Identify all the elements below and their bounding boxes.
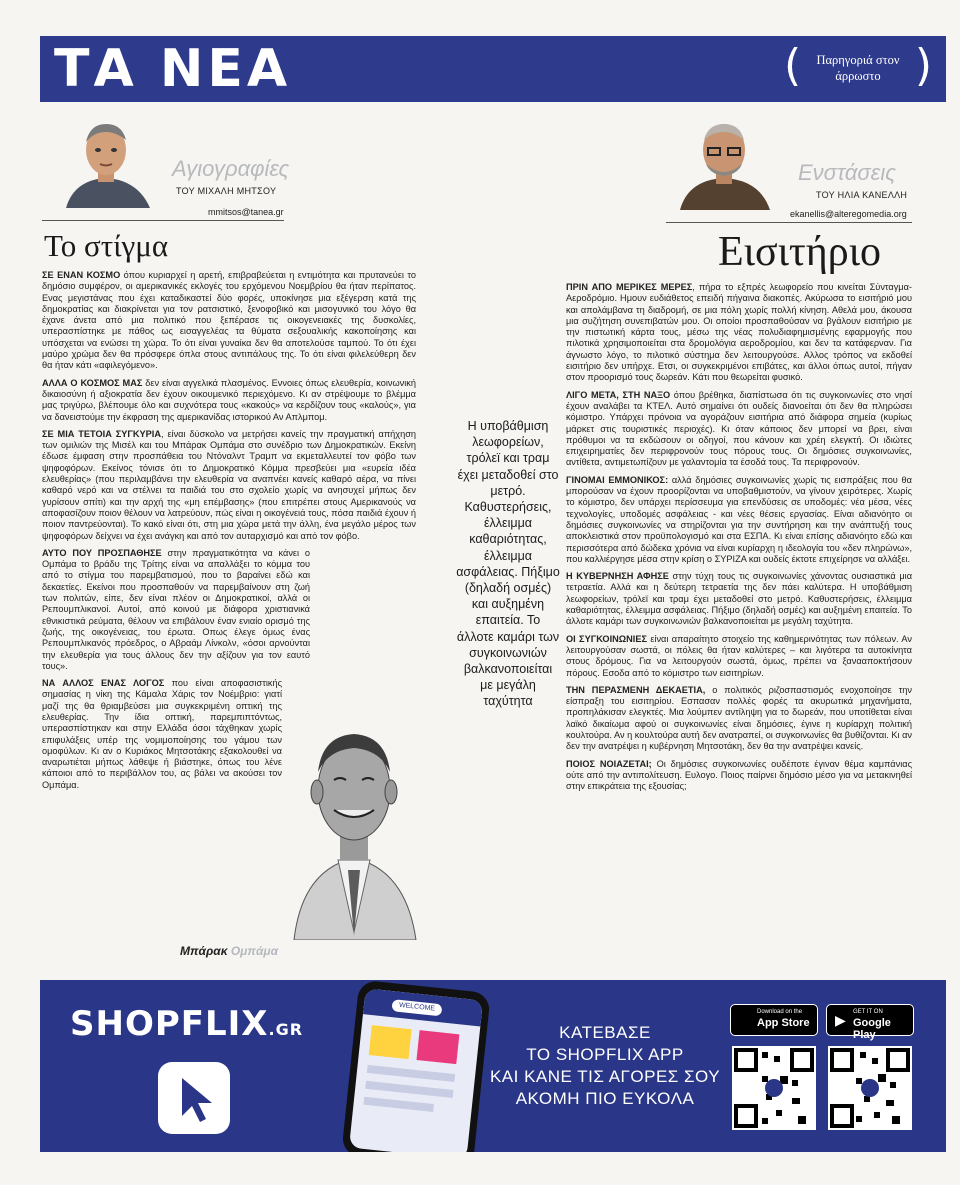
tagline: Παρηγοριά στον άρρωστο: [816, 53, 900, 83]
paragraph-left-1: [42, 270, 416, 372]
image-caption: [180, 944, 278, 958]
ad-message: [470, 1022, 740, 1110]
paragraph-text: που είναι αποφασιστικής σημασίας η νίκη της Κάμαλα Χάρις τον Νοέμβριο: γιατί μαζί της θα θριαμβεύσει μια συγκεκριμένη οπτική της ελευθερίας. Την ίδια οπτική, παρεμπιπτόντως, υπερασπίστηκαν και στην Ελλάδα όσοι τάχθηκαν χωρίς επιφυλάξεις υπέρ της νομιμοποίησης του γάμου των ομοφύλων. Κι αν ο Κυριάκος Μητσοτάκης εξακολουθεί να αναρωτιέται μήπως λάθεψε ή βιάστηκε, όπως του λένε κάποιοι από το περιβάλλον του, ας βάλει να ακούσει τον Ομπάμα.: [42, 678, 282, 790]
paragraph-text: όπου βρέθηκα, διαπίστωσα ότι τις συγκοινωνίες στο νησί έχουν αναλάβει τα ΚΤΕΛ. Αυτό σημαίνει ότι ουδείς διανοείται ότι δεν θα πληρώσει κόμιστρο. Υπάρχει πρόνοια να αγοράζουν εισιτήρια από διάφορα σημεία (κυρίως μάρκετ στις τουριστικές περιοχές). Κι όταν κάποιος δεν μπορεί να βρει, είναι πρόθυμοι να τα εκδώσουν οι οδηγοί, που κάνουν και χρέη ελεγκτή. Οι ιδιώτες επιχειρηματίες δεν περιφρονούν τους πόρους τους. Οι δημόσιες συγκοινωνίες, αντίθετα, αντιμετωπίζουν με γαλαντομία τα έσοδά τους. Τα περιφρονούν.: [566, 389, 913, 468]
paragraph-text: δεν είναι αγγελικά πλασμένος. Εννοιες όπως ελευθερία, κοινωνική δικαιοσύνη ή αξιοκρατία δεν έχουν οικουμενικό περιεχόμενο. Κι αν στρέψουμε το βλέμμα μας τριγύρω, βλέπουμε όλο και συχνότερα τους «κακούς» να κερδίζουν τους «καλούς», για να δανειστούμε την έκφραση της αμερικανίδας ιστορικού Αν Απλμπομ.: [42, 377, 417, 422]
lead-in: ΣΕ ΜΙΑ ΤΕΤΟΙΑ ΣΥΓΚΥΡΙΑ: [42, 428, 161, 439]
paragraph-right-7: [566, 759, 912, 793]
paragraph-text: , πήρα το εξπρές λεωφορείο που κινείται Σύνταγμα-Αεροδρόμιο. Ημουν ευδιάθετος επειδή πήγαινα διακοπές. Ακύρωσα το εισιτήριό μου και απολάμβανα τη διαδρομή, σε μια πόλη χωρίς πολλή κίνηση. Αθελά μου, άκουσα μια συζήτηση συνεπιβατών μου. Οι οποίοι προσπαθούσαν να βγάλουν εισιτήριο με την πιστωτική κάρτα τους, μέσω της νέας πολυδιαφημισμένης εφαρμογής που πιλοτικά χρησιμοποιείται στα δρομολόγια αεροδρομίου, και δεν τα κατάφερναν. Για άγνωστο λόγο, το πιλοτικό σύστημα δεν λειτουργούσε. Αλλος τρόπος να εκδοθεί εισιτήριο δεν υπήρχε. Ετσι, οι συγκεκριμένοι επιβάτες, και άλλοι όπως αυτοί, πήγαν στον προορισμό τους δωρεάν. Κάτι που θεωρείται φυσικό.: [566, 282, 912, 383]
paragraph-text: στην τύχη τους τις συγκοινωνίες χάνοντας ουσιαστικά μια τετραετία. Αλλά και η δεύτερη τετραετία της δεν πάει καλύτερα. Η υποβάθμιση λεωφορείων, τρόλεϊ και τραμ έχει μεταδοθεί στο μετρό. Καθυστερήσεις, έλλειμμα καθαριότητας, έλλειμμα ασφάλειας. Πήξιμο (δηλαδή οσμές) και αυξημένη επαιτεία. Το άλλοτε καμάρι των συγκοινωνιών βαλκανοποιείται με μεγάλη ταχύτητα.: [566, 571, 912, 627]
obama-illustration: [284, 700, 424, 940]
welcome-banner: WELCOME: [391, 999, 442, 1016]
list-line: [367, 1065, 455, 1082]
lead-in: ΤΗΝ ΠΕΡΑΣΜΕΝΗ ΔΕΚΑΕΤΙΑ,: [566, 684, 706, 695]
lead-in: Η ΚΥΒΕΡΝΗΣΗ ΑΦΗΣΕ: [566, 571, 669, 582]
email-right[interactable]: ekanellis@alteregomedia.org: [790, 209, 907, 219]
paragraph-text: είναι απαραίτητο στοιχείο της καθημερινότητας των πόλεων. Αν λειτουργούσαν σωστά, οι πόλεις θα ήταν καλύτερες – και λιγότερα τα αυτοκίνητα στους δρόμους. Για να λειτουργούν σωστά, όμως, πρέπει να ξανααποκτήσουν πόρους. Εσοδα από το κόμιστρο των εισιτηρίων.: [566, 633, 912, 678]
caption-last-name: Ομπάμα: [230, 944, 279, 958]
masthead: [40, 36, 946, 102]
lead-in: ΝΑ ΑΛΛΟΣ ΕΝΑΣ ΛΟΓΟΣ: [42, 678, 165, 689]
paragraph-right-1: [566, 282, 912, 384]
logo-suffix: .GR: [268, 1020, 304, 1039]
lead-in: ΟΙ ΣΥΓΚΟΙΝΩΝΙΕΣ: [566, 633, 647, 644]
byline-left: ΤΟΥ ΜΙΧΑΛΗ ΜΗΤΣΟΥ: [176, 186, 277, 196]
ad-line-3: ΚΑΙ ΚΑΝΕ ΤΙΣ ΑΓΟΡΕΣ ΣΟΥ: [489, 1067, 721, 1086]
ad-line-4: ΑΚΟΜΗ ΠΙΟ ΕΥΚΟΛΑ: [515, 1089, 695, 1108]
tagline-box: [784, 42, 932, 94]
google-play-badge[interactable]: [826, 1004, 914, 1041]
headline-left: Το στίγμα: [44, 228, 169, 263]
ad-line-2: ΤΟ SHOPFLIX APP: [526, 1045, 684, 1064]
divider-left: [42, 220, 284, 221]
lead-in: ΑΥΤΟ ΠΟΥ ΠΡΟΣΠΑΘΗΣΕ: [42, 547, 162, 558]
column-title-right: Ενστάσεις: [798, 160, 896, 185]
cursor-icon: [158, 1062, 230, 1134]
ad-line-1: ΚΑΤΕΒΑΣΕ: [559, 1023, 651, 1042]
badge-small-text: Download on the: [757, 1009, 803, 1015]
logo-main: SHOPFLIX: [70, 1004, 269, 1044]
lead-in: ΣΕ ΕΝΑΝ ΚΟΣΜΟ: [42, 270, 121, 280]
open-paren-icon: (: [784, 40, 802, 91]
article-body-right: [566, 282, 912, 798]
paragraph-left-4: [42, 548, 310, 672]
byline-right: ΤΟΥ ΗΛΙΑ ΚΑΝΕΛΛΗ: [816, 190, 908, 200]
paragraph-left-5: [42, 678, 282, 791]
promo-tile: [369, 1025, 412, 1059]
paragraph-text: Οι δημόσιες συγκοινωνίες ουδέποτε έγιναν θέμα καμπάνιας ούτε από την αντιπολίτευση. Ευλογο. Ποιος παίρνει δημόσιο μέσο για να μετακινηθεί στην επικράτεια της εξουσίας;: [566, 758, 912, 792]
column-title-left: Αγιογραφίες: [172, 156, 290, 181]
paragraph-right-6: [566, 685, 912, 753]
author-portrait-mitsos: [60, 116, 156, 208]
paragraph-left-2: [42, 378, 416, 423]
divider-right: [666, 222, 912, 223]
lead-in: ΑΛΛΑ Ο ΚΟΣΜΟΣ ΜΑΣ: [42, 377, 143, 388]
paragraph-right-3: [566, 475, 912, 565]
qr-code-app-store[interactable]: [732, 1046, 816, 1130]
email-left[interactable]: mmitsos@tanea.gr: [208, 207, 284, 217]
promo-tile: [416, 1030, 459, 1064]
shopflix-ad[interactable]: [40, 980, 946, 1152]
paragraph-text: όπου κυριαρχεί η αρετή, επιβραβεύεται η εντιμότητα και πρυτανεύει το δημόσιο συμφέρον, οι αμερικανικές εκλογές του ερχόμενου Νοεμβρίου θα ήταν περίπατος. Ενας μεγιστάνας που έχει καταδικαστεί δύο φορές, υποκίνησε μια εξέγερση κατά της δημοκρατίας και διακρίνεται για τον ρατσιστικό, ξενοφοβικό και μισογυνικό του λόγο θα έχανε άνετα από μια πολιτικό που ξεπέρασε τις οικογενειακές της δυσκολίες, υπερασπίστηκε με πάθος ως εισαγγελέας τα θύματα σεξουαλικής κακοποίησης και υπόσχεται να ενώσει τη χώρα. Το ότι είναι γυναίκα δεν θα αποτελούσε ταμπού. Το ότι έχει μαύρο χρώμα δεν θα πρόσφερε όπλα στους αντιπάλους της. Το ότι είναι φιλελεύθερη δεν θα ήταν κάτι «αφιλεγόμενο».: [42, 270, 417, 371]
badge-big-text: App Store: [757, 1017, 810, 1029]
phone-screen: [349, 988, 483, 1152]
paragraph-text: αλλά δημόσιες συγκοινωνίες χωρίς τις εισπράξεις που θα μπορούσαν να έχουν προορίζονται να υποβαθμιστούν, να γίνουν χειρότερες. Χωρίς το κόμιστρο, δεν υπάρχει περίσσευμα για επενδύσεις σε υποδομές: νέα μέσα, νέες τεχνολογίες, υποδομές ασφάλειας - και νέες θέσεις εργασίας. Είναι αδιανόητο οι δημόσιες συγκοινωνίες να στηρίζονται για την συντήρηση και την ανάπτυξή τους αποκλειστικά στον προϋπολογισμό και στα ΕΣΠΑ. Κι είναι επίσης αδιανόητο εδώ και περισσότερα από δώδεκα χρόνια να είναι κυρίαρχη η ιδεολογία του «δεν πληρώνω», που καλλιέργησε μέσα στην κρίση ο ΣΥΡΙΖΑ και ουδείς έκτοτε επιχείρησε να αλλάξει.: [566, 474, 912, 564]
headline-right: Εισιτήριο: [718, 229, 881, 275]
list-line: [365, 1081, 453, 1098]
author-portrait-kanellis: [672, 118, 776, 210]
lead-in: ΠΟΙΟΣ ΝΟΙΑΖΕΤΑΙ;: [566, 758, 652, 769]
paragraph-right-5: [566, 634, 912, 679]
paragraph-left-3: [42, 429, 416, 542]
pull-quote: Η υποβάθμιση λεωφορείων, τρόλεϊ και τραμ έχει μεταδοθεί στο μετρό. Καθυστερήσεις, έλλειμμα καθαριότητας, έλλειμμα ασφάλειας. Πήξιμο (δηλαδή οσμές) και αυξημένη επαιτεία. Το άλλοτε καμάρι των συγκοινωνιών βαλκανοποιείται με μεγάλη ταχύτητα: [456, 419, 560, 709]
list-line: [364, 1097, 434, 1112]
qr-code-google-play[interactable]: [828, 1046, 912, 1130]
phone-mockup: [341, 980, 491, 1152]
app-store-badge[interactable]: [730, 1004, 818, 1036]
lead-in: ΛΙΓΟ ΜΕΤΑ, ΣΤΗ ΝΑΞΟ: [566, 389, 671, 400]
caption-first-name: Μπάρακ: [180, 944, 228, 958]
paragraph-text: , είναι δύσκολο να μετρήσει κανείς την πραγματική απήχηση των ομιλιών της Μισέλ και του Μπάρακ Ομπάμα στο συνέδριο των Δημοκρατικών. Εκείνη έδωσε έμφαση στην προσπάθεια του Ντόναλντ Τραμπ να εκμεταλλευτεί τον φόβο των ψηφοφόρων. Εκείνος τόνισε ότι το Δημοκρατικό Κόμμα πρεσβεύει μια «ευρεία ιδέα ελευθερίας» (που περιλαμβάνει την ελευθερία να αναπνέει κανείς καθαρό αέρα, να πίνει καθαρό νερό και να στέλνει τα παιδιά του στο σχολείο χωρίς να ανησυχεί μήπως δεν γυρίσουν σπίτι) και την αρχή της «μη επέμβασης» (που επιτρέπει στους Αμερικανούς να αποφασίζουν ποιον θέλουν να λατρεύουν, πώς είναι η οικογένειά τους, πόσα παιδιά έχουν ή ποιον παντρεύονται). Το κακό είναι ότι, στη μια χώρα μετά την άλλη, ένα μεγάλο μέρος των ψηφοφόρων δείχνει να έχει ανάγκη και από τον αυταρχισμό και από τον φόβο.: [42, 428, 416, 541]
badge-big-text: Google Play: [853, 1017, 891, 1041]
paragraph-right-2: [566, 390, 912, 469]
close-paren-icon: ): [914, 40, 932, 91]
badge-small-text: GET IT ON: [853, 1009, 883, 1015]
lead-in: ΠΡΙΝ ΑΠΟ ΜΕΡΙΚΕΣ ΜΕΡΕΣ: [566, 282, 693, 292]
play-icon: ▶: [835, 1012, 846, 1028]
shopflix-logo: [70, 1004, 303, 1044]
paragraph-text: στην πραγματικότητα να κάνει ο Ομπάμα το βράδυ της Τρίτης είναι να απαλλάξει το κόμμα του από το στίγμα του παρεμβατισμού, που το βαραίνει εδώ και δεκαετίες. Εκείνοι που προσπαθούν να παρεμβαίνουν στη ζωή των πολιτών, είπε, δεν είναι πλέον οι Δημοκρατικοί, αλλά οι Ρεπουμπλικανοί. Αυτοί, από κοινού με διάφορα χριστιανικά εθνικιστικά ρεύματα, θέλουν να επιβάλουν έναν ενιαίο ορισμό της ζωής, της οικογένειας, του έρωτα. Οπως έλεγε όμως ένας Ρεπουμπλικανός πρόεδρος, ο Αβραάμ Λίνκολν, «όσοι αρνούνται την ελευθερία για τους άλλους δεν την αξίζουν για τον εαυτό τους».: [42, 547, 310, 671]
paragraph-text: ο πολιτικός ριζοσπαστισμός ενοχοποίησε την είσπραξη του εισιτηρίου. Εσπασαν πολλές φορές τα ακυρωτικά μηχανήματα, προπηλάκισαν ελεγκτές. Μια λούμπεν αντίληψη για το δωρεάν, που υποτίθεται είναι λαϊκό δικαίωμα αφού οι συγκοινωνίες είναι δημόσιες, έγινε η κυρίαρχη πολιτική κουλτούρα. Αν η κουλτούρα αυτή δεν ανατραπεί, οι συγκοινωνίες θα βυθίζονται. Κι αν δεν την ανατρέψει η κυβέρνηση Μητσοτάκη, δεν θα την ανατρέψει κανείς.: [566, 684, 912, 752]
brand-logo: ΤΑ ΝΕΑ: [54, 39, 292, 99]
lead-in: ΓΙΝΟΜΑΙ ΕΜΜΟΝΙΚΟΣ:: [566, 474, 669, 485]
paragraph-right-4: [566, 571, 912, 627]
